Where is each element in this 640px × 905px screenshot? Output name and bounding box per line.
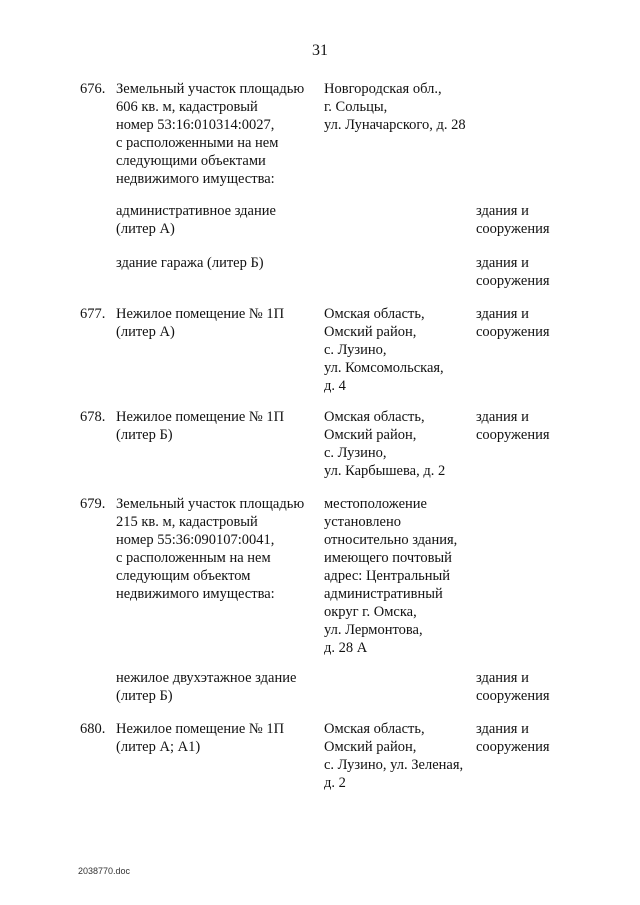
entry-type: здания и сооружения <box>476 409 550 443</box>
entry-number: 677. <box>80 306 106 322</box>
entry-type: здания и сооружения <box>476 721 550 755</box>
entry-address: Новгородская обл., г. Сольцы, ул. Луначарского, д. 28 <box>324 81 466 133</box>
entry-description: Нежилое помещение № 1П (литер Б) <box>116 409 285 443</box>
page-number: 31 <box>312 42 328 59</box>
entry-description: Земельный участок площадью 606 кв. м, кадастровый номер 53:16:010314:0027, с расположенными на нем следующими объектами недвижимого имущества: <box>116 81 305 187</box>
entry-description: Нежилое помещение № 1П (литер А) <box>116 306 285 340</box>
entry-address: Омская область, Омский район, с. Лузино, ул. Карбышева, д. 2 <box>324 409 446 479</box>
entry-description: Земельный участок площадью 215 кв. м, кадастровый номер 55:36:090107:0041, с расположенным на нем следующим объектом недвижимого имущества: <box>116 496 305 602</box>
entry-type: здания и сооружения <box>476 255 550 289</box>
entry-description: нежилое двухэтажное здание (литер Б) <box>116 670 297 704</box>
entry-description: здание гаража (литер Б) <box>116 255 264 271</box>
entry-address: Омская область, Омский район, с. Лузино, ул. Комсомольская, д. 4 <box>324 306 444 394</box>
document-filename-footer: 2038770.doc <box>78 866 131 876</box>
entry-description: административное здание (литер А) <box>116 203 276 237</box>
entry-number: 678. <box>80 409 106 425</box>
entry-description: Нежилое помещение № 1П (литер А; А1) <box>116 721 285 755</box>
entry-address: местоположение установлено относительно здания, имеющего почтовый адрес: Центральный административный округ г. Омска, ул. Лермонтова, д. 28 А <box>324 496 458 656</box>
entry-type: здания и сооружения <box>476 670 550 704</box>
entry-number: 680. <box>80 721 106 737</box>
entry-type: здания и сооружения <box>476 306 550 340</box>
entry-number: 679. <box>80 496 106 512</box>
entry-number: 676. <box>80 81 106 97</box>
entry-address: Омская область, Омский район, с. Лузино, ул. Зеленая, д. 2 <box>324 721 464 791</box>
entry-type: здания и сооружения <box>476 203 550 237</box>
